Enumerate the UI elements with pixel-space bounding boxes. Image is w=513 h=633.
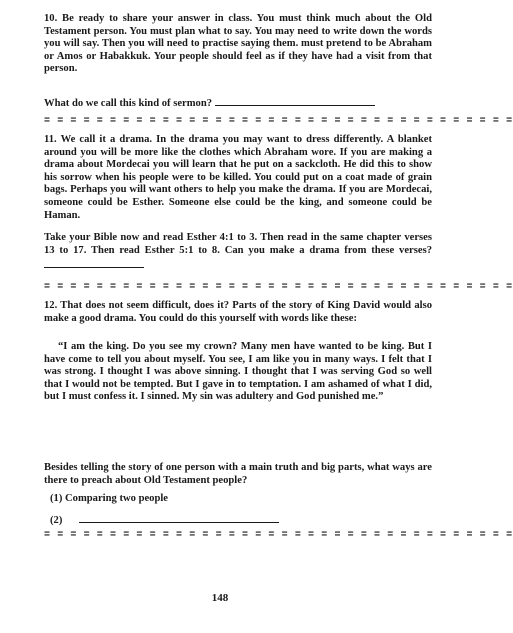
answer-blank-11[interactable] [44,257,144,268]
question-12: Besides telling the story of one person with a main truth and big parts, what ways are there to preach about Old Testament people? [44,462,432,486]
question-11 [44,232,432,273]
page-number: 148 [211,592,229,604]
question-10 [44,95,432,111]
paragraph-11: 11. We call it a drama. In the drama you may want to dress differently. A blanket around you will be more like the clothes which Abraham wore. If you are making a drama about Mordecai you will learn that he put on a sackcloth. He did this to show his sorrow when his people were to be killed. You could put on a coat made of grain bags. Perhaps you will want others to help you make the drama. If you are Mordecai, someone could be Esther. Someone else could be the king, and someone could be Haman. [44,134,432,221]
separator-2: = = = = = = = = = = = = = = = = = = = = = = = = = = = = = = = = = = = = [44,282,513,293]
answer-blank-12[interactable] [79,512,279,523]
question-10-text: What do we call this kind of sermon? [44,98,213,109]
king-david-quote: “I am the king. Do you see my crown? Many men have wanted to be king. But I have come to tell you about myself. You see, I am like you in many ways. I felt that I was strong. I thought I was above sinning. I thought that I was serving God so well that I would not be tempted. But I gave in to temptation. I am ashamed of what I did, but I must confess it. I sinned. My sin was adultery and God punished me.” [44,341,432,403]
question-11-text: Take your Bible now and read Esther 4:1 to 3. Then read in the same chapter verses 13 to 17. Then read Esther 5:1 to 8. Can you make a drama from these verses? [44,232,432,256]
paragraph-12: 12. That does not seem difficult, does it? Parts of the story of King David would also make a good drama. You could do this yourself with words like these: [44,300,432,324]
list-item-1: (1) Comparing two people [50,493,168,504]
list-item-2-number: (2) [50,515,63,526]
separator-3: = = = = = = = = = = = = = = = = = = = = = = = = = = = = = = = = = = = = [44,530,513,541]
list-item-2 [50,512,279,527]
paragraph-10: 10. Be ready to share your answer in class. You must think much about the Old Testament person. You must plan what to say. You may need to write down the words you will say. Then you will need to practise saying them. must pretend to be Abraham or Amos or Habakkuk. Your people should feel as if they have had a visit from that person. [44,13,432,75]
answer-blank-10[interactable] [215,95,375,106]
separator-1: = = = = = = = = = = = = = = = = = = = = = = = = = = = = = = = = = = = = [44,116,513,127]
